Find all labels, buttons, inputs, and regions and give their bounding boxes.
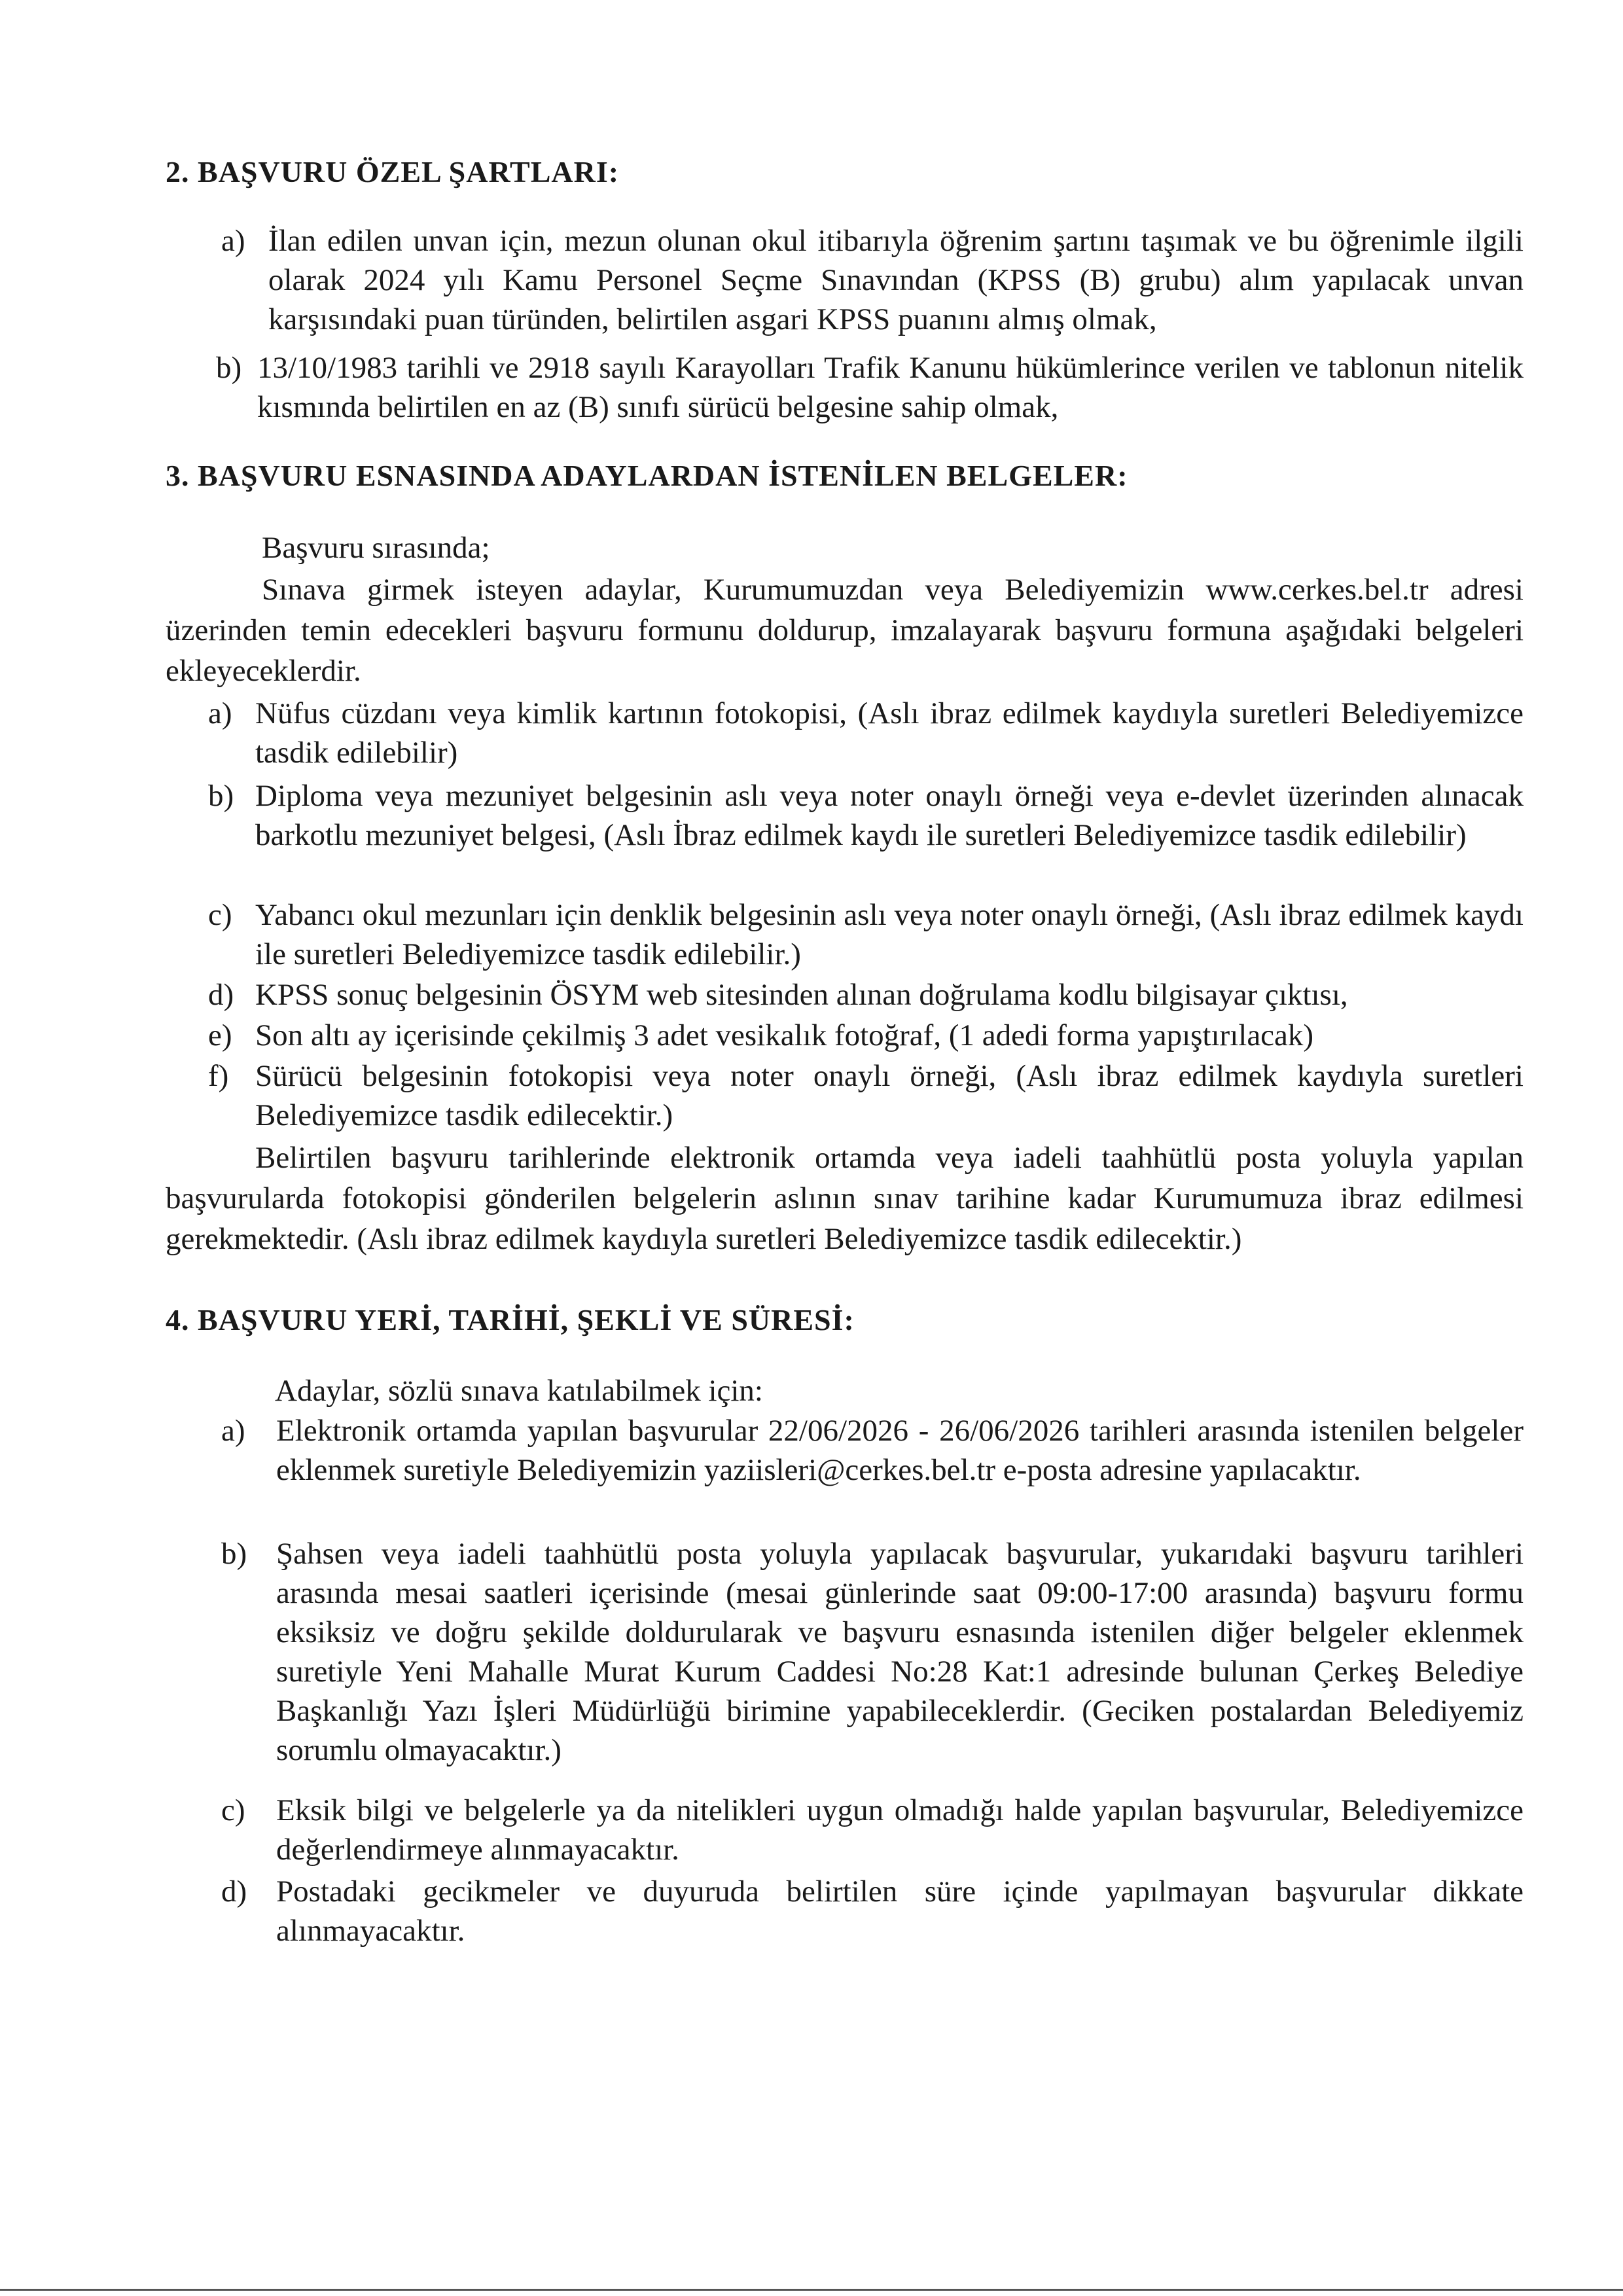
item-label: d) <box>208 978 234 1012</box>
section-3-item-b <box>208 776 1524 894</box>
item-text: Eksik bilgi ve belgelerle ya da nitelikleri uygun olmadığı halde yapılan başvurular, Belediyemizce değerlendirmeye alınmayacaktır. <box>276 1793 1524 1867</box>
item-label: c) <box>208 898 232 932</box>
item-label: a) <box>221 1414 245 1448</box>
section-4-intro-line: Adaylar, sözlü sınava katılabilmek için: <box>275 1374 763 1408</box>
item-text: Elektronik ortamda yapılan başvurular 22/06/2026 - 26/06/2026 tarihleri arasında istenilen belgeler eklenmek suretiyle Belediyemizin yaziisleri@cerkes.bel.tr e-posta adresine yapılacaktır. <box>276 1414 1524 1487</box>
item-text: Nüfus cüzdanı veya kimlik kartının fotokopisi, (Aslı ibraz edilmek kaydıyla suretleri Belediyemizce tasdik edilebilir) <box>255 696 1524 770</box>
section-4-heading: 4. BAŞVURU YERİ, TARİHİ, ŞEKLİ VE SÜRESİ: <box>166 1303 855 1336</box>
section-2-item-a <box>221 221 1524 339</box>
item-text: Şahsen veya iadeli taahhütlü posta yoluyla yapılacak başvurular, yukarıdaki başvuru tarihleri arasında mesai saatleri içerisinde (mesai günlerinde saat 09:00-17:00 arasında) başvuru formu eksiksiz ve doğru şekilde doldurularak ve başvuru esnasında istenilen diğer belgeler eklenmek suretiyle Yeni Mahalle Murat Kurum Caddesi No:28 Kat:1 adresinde bulunan Çerkeş Belediye Başkanlığı Yazı İşleri Müdürlüğü birimine yapabileceklerdir. (Geciken postalardan Belediyemiz sorumlu olmayacaktır.) <box>276 1537 1524 1767</box>
section-3-item-d <box>208 975 1524 1014</box>
item-text: Postadaki gecikmeler ve duyuruda belirtilen süre içinde yapılmayan başvurular dikkate alınmayacaktır. <box>276 1874 1524 1948</box>
item-label: e) <box>208 1018 232 1052</box>
section-3-item-a <box>208 694 1524 772</box>
item-label: c) <box>221 1793 245 1827</box>
section-4-item-b <box>221 1534 1524 1770</box>
item-label: b) <box>208 779 234 813</box>
item-label: a) <box>221 224 245 258</box>
item-label: d) <box>221 1874 247 1909</box>
item-text: İlan edilen unvan için, mezun olunan okul itibarıyla öğrenim şartını taşımak ve bu öğrenimle ilgili olarak 2024 yılı Kamu Personel Seçme Sınavından (KPSS (B) grubu) alım yapılacak unvan karşısındaki puan türünden, belirtilen asgari KPSS puanını almış olmak, <box>268 224 1524 336</box>
section-3-item-f <box>208 1056 1524 1135</box>
item-label: b) <box>221 1537 247 1571</box>
section-3-closing-paragraph: Belirtilen başvuru tarihlerinde elektronik ortamda veya iadeli taahhütlü posta yoluyla yapılan başvurularda fotokopisi gönderilen belgelerin aslının sınav tarihine kadar Kurumumuza ibraz edilmesi gerekmektedir. (Aslı ibraz edilmek kaydıyla suretleri Belediyemizce tasdik edilecektir.) <box>166 1141 1524 1256</box>
section-2-item-b <box>216 348 1524 427</box>
item-text: KPSS sonuç belgesinin ÖSYM web sitesinden alınan doğrulama kodlu bilgisayar çıktısı, <box>255 978 1348 1012</box>
item-text: 13/10/1983 tarihli ve 2918 sayılı Karayolları Trafik Kanunu hükümlerince verilen ve tablonun nitelik kısmında belirtilen en az (B) sınıfı sürücü belgesine sahip olmak, <box>257 351 1524 424</box>
item-text: Diploma veya mezuniyet belgesinin aslı veya noter onaylı örneği veya e-devlet üzerinden alınacak barkotlu mezuniyet belgesi, (Aslı İbraz edilmek kaydı ile suretleri Belediyemizce tasdik edilebilir) <box>255 779 1524 852</box>
section-4-item-c <box>221 1791 1524 1869</box>
section-3-item-c <box>208 895 1524 974</box>
item-label: a) <box>208 696 232 730</box>
item-label: b) <box>216 351 242 385</box>
section-3-intro-line: Başvuru sırasında; <box>262 531 490 565</box>
section-3-item-e <box>208 1016 1524 1055</box>
section-3-intro-paragraph: Sınava girmek isteyen adaylar, Kurumumuzdan veya Belediyemizin www.cerkes.bel.tr adresi üzerinden temin edecekleri başvuru formunu doldurup, imzalayarak başvuru formuna aşağıdaki belgeleri ekleyeceklerdir. <box>166 573 1524 688</box>
bottom-scan-edge <box>0 2289 1623 2291</box>
section-4-item-d <box>221 1872 1524 1950</box>
section-3-heading: 3. BAŞVURU ESNASINDA ADAYLARDAN İSTENİLEN BELGELER: <box>166 459 1128 492</box>
section-2-heading: 2. BAŞVURU ÖZEL ŞARTLARI: <box>166 155 620 188</box>
item-text: Sürücü belgesinin fotokopisi veya noter onaylı örneği, (Aslı ibraz edilmek kaydıyla suretleri Belediyemizce tasdik edilecektir.) <box>255 1059 1524 1132</box>
item-text: Yabancı okul mezunları için denklik belgesinin aslı veya noter onaylı örneği, (Aslı ibraz edilmek kaydı ile suretleri Belediyemizce tasdik edilebilir.) <box>255 898 1524 971</box>
section-4-item-a <box>221 1411 1524 1529</box>
item-label: f) <box>208 1059 229 1093</box>
item-text: Son altı ay içerisinde çekilmiş 3 adet vesikalık fotoğraf, (1 adedi forma yapıştırılacak) <box>255 1018 1314 1052</box>
